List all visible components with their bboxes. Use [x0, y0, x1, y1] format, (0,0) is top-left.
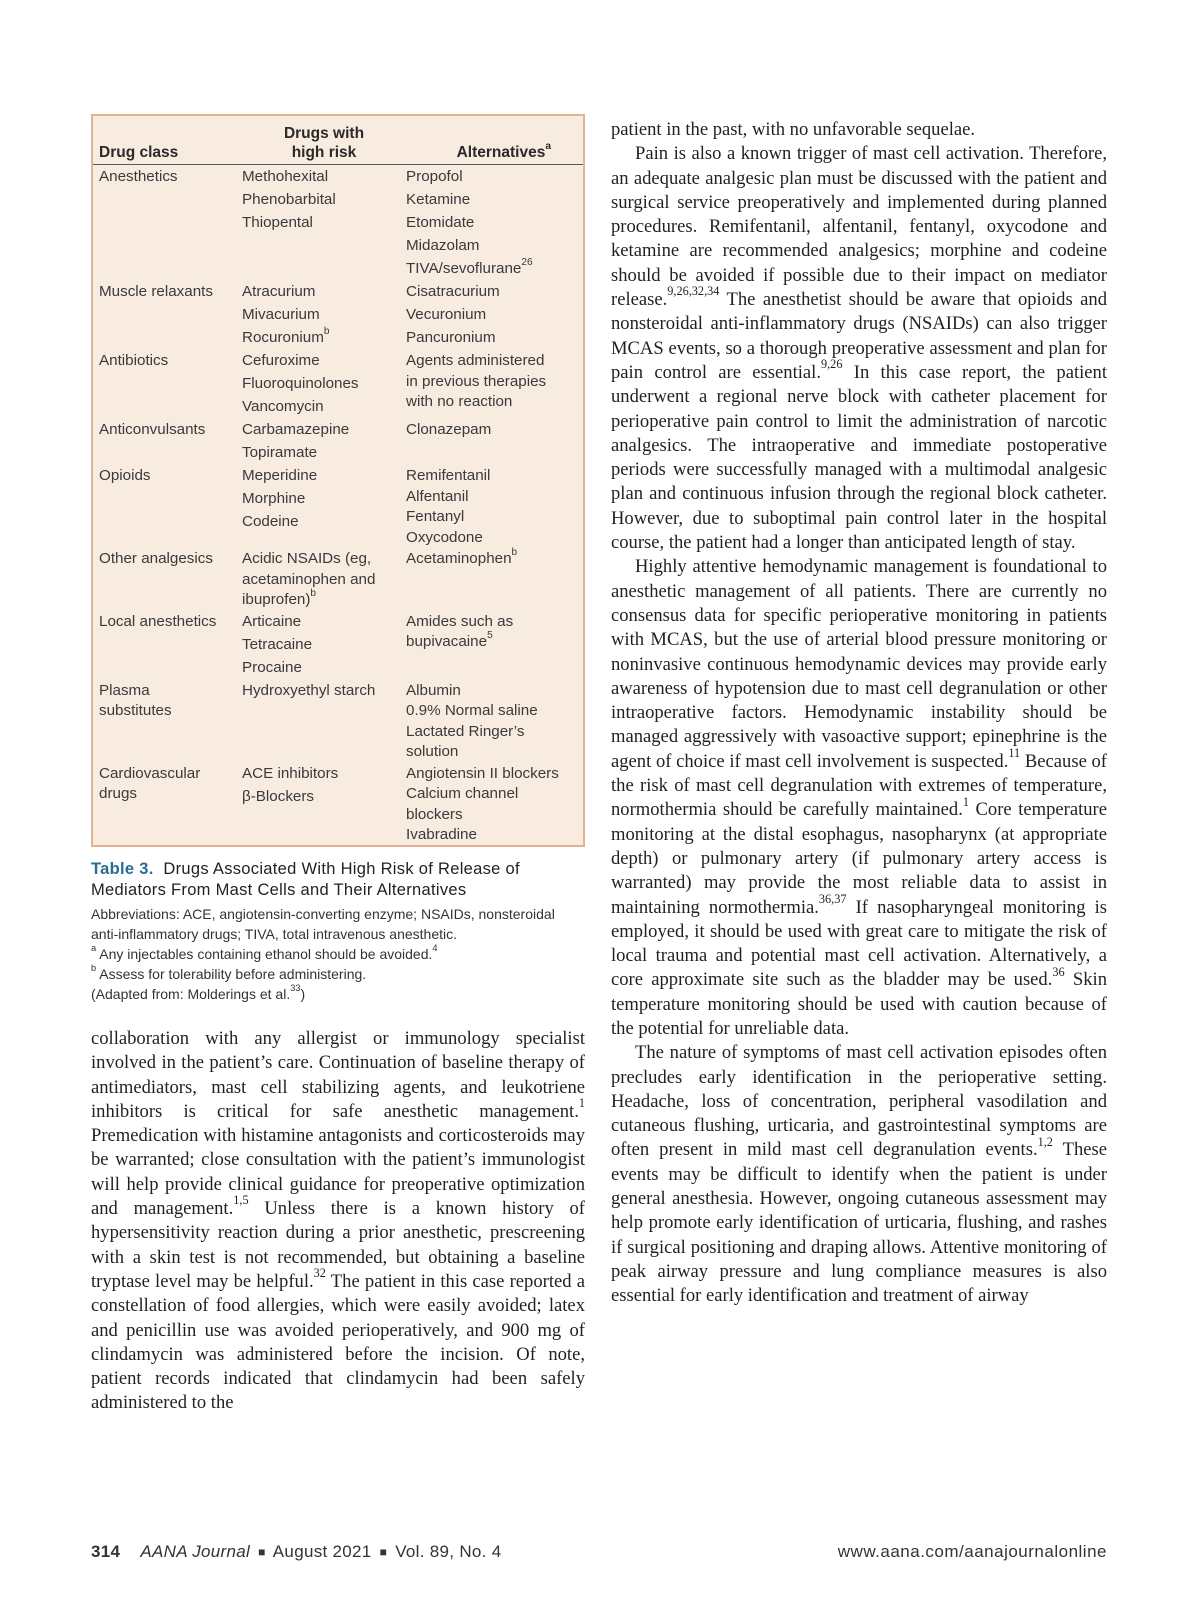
paragraph: collaboration with any allergist or immunology specialist involved in the patient’s care. Continuation of baseline therapy of antimediators, mast cell stabilizing agents, and leukotriene inhibitors is critical for safe anesthetic management.$^1$ Premedication with histamine antagonists and corticosteroids may be warranted; close consultation with the patient’s immunologist will help provide clinical guidance for preoperative optimization and management.$^{1,5}$ Unless there is a known history of hypersensitivity reaction during a prior anesthetic, prescreening with a skin test is not recommended, but obtaining a baseline tryptase level may be helpful.$^{32}$ The patient in this case reported a constellation of food allergies, which were easily avoided; latex and penicillin use was avoided perioperatively, and 900 mg of clindamycin was administered before the incision. Of note, patient records indicated that clindamycin had been safely administered to the — [91, 1028, 586, 1414]
separator-icon: ■ — [379, 1545, 388, 1559]
header-alternatives: Alternatives$^a$ — [456, 140, 551, 161]
footer-citation — [91, 1542, 501, 1562]
table-row — [93, 280, 583, 349]
cell-alternatives: Cisatracurium Vecuronium Pancuronium — [406, 283, 500, 346]
caption-abbreviations: Abbreviations: ACE, angiotensin-converting enzyme; NSAIDs, nonsteroidal anti-inflammatory drugs; TIVA, total intravenous anesthetic. — [91, 905, 555, 942]
issue-date: August 2021 — [272, 1542, 372, 1561]
cell-high-risk-drugs: Articaine Tetracaine Procaine — [242, 612, 313, 676]
journal-url[interactable]: www.aana.com/aanajournalonline — [837, 1542, 1107, 1561]
cell-drug-class: Anticonvulsants — [99, 421, 206, 438]
table-caption — [91, 859, 585, 1004]
table-row — [93, 547, 583, 610]
paragraph: The nature of symptoms of mast cell activation episodes often precludes early identification in the perioperative setting. Headache, loss of concentration, peripheral vasodilation and cutaneous flushing, urticaria, and gastrointestinal symptoms are often present in mild mast cell degranulation events.$^{1,2}$ These events may be difficult to identify when the patient is under general anesthesia. However, ongoing cutaneous assessment may help promote early identification of urticaria, flushing, and rashes if surgical positioning and draping allows. Attentive monitoring of peak airway pressure and lung compliance measures is also essential for early identification and treatment of airway — [611, 1042, 1107, 1307]
cell-drug-class: Muscle relaxants — [99, 283, 213, 300]
page-footer — [91, 1542, 1107, 1566]
table-body — [93, 165, 583, 845]
cell-alternatives: Agents administered in previous therapies with no reaction — [406, 352, 547, 410]
drug-table — [91, 114, 585, 847]
header-drugs-high-risk: Drugs with high risk — [283, 125, 365, 161]
cell-high-risk-drugs: Methohexital Phenobarbital Thiopental — [242, 168, 336, 231]
cell-alternatives: Acetaminophen$^b$ — [406, 546, 518, 567]
cell-alternatives: Remifentanil Alfentanil Fentanyl Oxycodone — [406, 467, 491, 546]
table-row — [93, 349, 583, 418]
table-row — [93, 464, 583, 547]
cell-drug-class: Plasma substitutes — [99, 681, 172, 719]
cell-high-risk-drugs: Cefuroxime Fluoroquinolones Vancomycin — [242, 352, 359, 415]
table-row — [93, 610, 583, 679]
cell-high-risk-drugs: Carbamazepine Topiramate — [242, 421, 350, 461]
paragraph: Highly attentive hemodynamic management is foundational to anesthetic management of all patients. There are currently no consensus data for specific perioperative monitoring in patients with MCAS, but the use of arterial blood pressure monitoring or noninvasive continuous hemodynamic devices may provide early awareness of hypotension due to mast cell degranulation or other intraoperative factors. Hemodynamic instability should be managed aggressively with vasoactive support; epinephrine is the agent of choice if mast cell involvement is suspected.$^{11}$ Because of the risk of mast cell degranulation with extremes of temperature, normothermia should be carefully maintained.$^1$ Core temperature monitoring at the distal esophagus, nasopharynx (at appropriate depth) or pulmonary artery (if pulmonary artery access is warranted) may provide the most reliable data to assist in maintaining normothermia.$^{36,37}$ If nasopharyngeal monitoring is employed, it should be used with great care to mitigate the risk of local trauma and potential mast cell activation. Alternatively, a core approximate site such as the bladder may be used.$^{36}$ Skin temperature monitoring should be used with caution because of the potential for unreliable data. — [611, 556, 1108, 1039]
cell-drug-class: Cardiovascular drugs — [99, 764, 201, 802]
caption-label: Table 3. — [91, 859, 154, 878]
cell-alternatives: Amides such as bupivacaine$^5$ — [406, 612, 514, 650]
cell-drug-class: Anesthetics — [99, 168, 178, 185]
separator-icon: ■ — [258, 1545, 266, 1559]
cell-alternatives: Clonazepam — [406, 421, 492, 438]
footnote-a: $^a$ Any injectables containing ethanol should be avoided.$^4$ — [91, 943, 438, 962]
left-column — [91, 114, 585, 1004]
paragraph: Pain is also a known trigger of mast cell activation. Therefore, an adequate analgesic plan must be discussed with the patient and surgical service preoperatively and implemented during planned procedures. Remifentanil, alfentanil, fentanyl, oxycodone and ketamine are recommended analgesics; morphine and codeine should be avoided if possible due to their impact on mediator release.$^{9,26,32,34}$ The anesthetist should be aware that opioids and nonsteroidal anti-inflammatory drugs (NSAIDs) can also trigger MCAS events, so a thorough preoperative assessment and plan for pain control are essential.$^{9,26}$ In this case report, the patient underwent a regional nerve block with catheter placement for perioperative pain control to limit the administration of narcotic analgesics. The intraoperative and immediate postoperative periods were successfully managed with a multimodal analgesic plan and continuous infusion through the regional block catheter. However, due to suboptimal pain control later in the hospital course, the patient had a longer than anticipated length of stay. — [611, 143, 1107, 554]
cell-drug-class: Local anesthetics — [99, 612, 217, 630]
cell-high-risk-drugs: Hydroxyethyl starch — [242, 681, 376, 699]
caption-adapted: (Adapted from: Molderings et al.$^{33}$) — [91, 983, 306, 1002]
cell-drug-class: Antibiotics — [99, 352, 169, 369]
journal-name: AANA Journal — [140, 1542, 251, 1561]
table-header — [93, 116, 583, 165]
volume-number: Vol. 89, No. 4 — [395, 1542, 502, 1561]
footnote-b: $^b$ Assess for tolerability before administering. — [91, 963, 367, 982]
table-row — [93, 418, 583, 464]
cell-alternatives: Angiotensin II blockers Calcium channel blockers Ivabradine — [406, 764, 559, 843]
paragraph: patient in the past, with no unfavorable sequelae. — [611, 119, 976, 140]
table-row — [93, 165, 583, 280]
cell-high-risk-drugs: Meperidine Morphine Codeine — [242, 467, 318, 530]
cell-high-risk-drugs: Acidic NSAIDs (eg, acetaminophen and ibuprofen)$^b$ — [242, 550, 376, 608]
cell-alternatives: Propofol Ketamine Etomidate Midazolam TIVA/sevoflurane$^{26}$ — [406, 168, 533, 277]
left-body-text — [91, 1027, 585, 1416]
cell-drug-class: Other analgesics — [99, 550, 213, 567]
table-row — [93, 679, 583, 762]
cell-drug-class: Opioids — [99, 467, 151, 484]
page-number: 314 — [91, 1542, 121, 1561]
table-row — [93, 762, 583, 845]
cell-high-risk-drugs: Atracurium Mivacurium Rocuronium$^b$ — [242, 283, 330, 346]
caption-notes — [91, 904, 585, 1004]
header-drug-class: Drug class — [99, 144, 179, 161]
cell-high-risk-drugs: ACE inhibitors β-Blockers — [242, 764, 339, 805]
caption-title: Table 3. Drugs Associated With High Risk of Release of Mediators From Mast Cells and Their Alternatives — [91, 859, 520, 899]
right-body-text — [611, 118, 1107, 1309]
cell-alternatives: Albumin 0.9% Normal saline Lactated Ringer’s solution — [406, 681, 538, 760]
